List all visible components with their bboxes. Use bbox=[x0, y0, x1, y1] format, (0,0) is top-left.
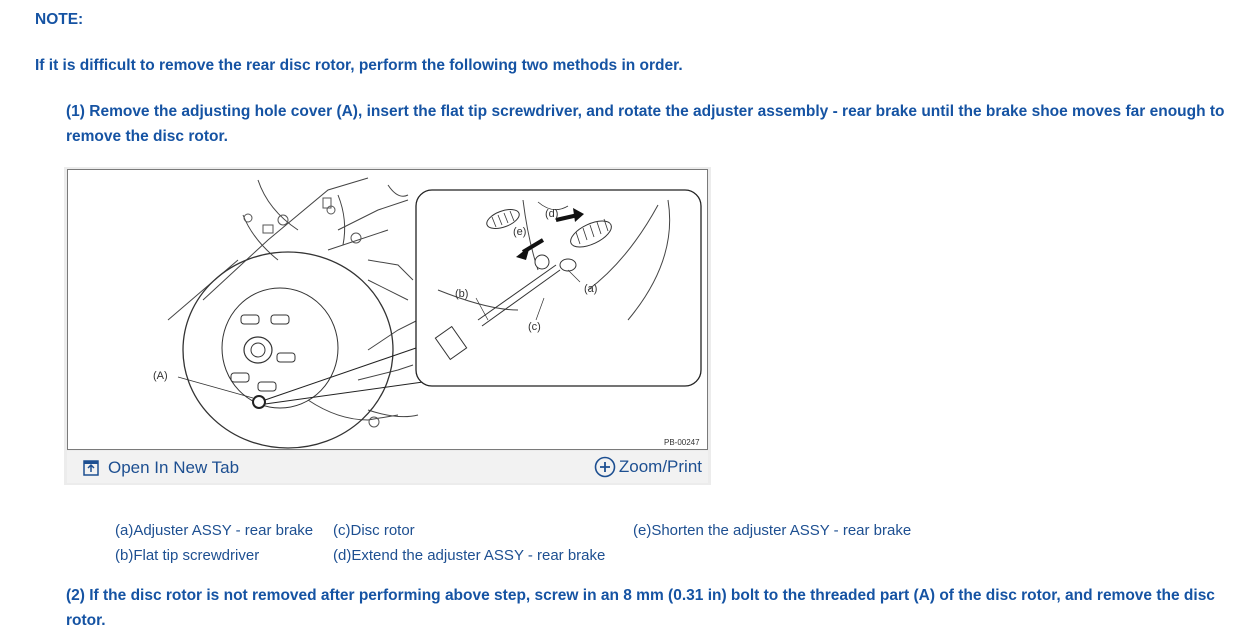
step-2: (2) If the disc rotor is not removed after performing above step, screw in an 8 mm (0.31 in) bolt to the threaded part (A) of the disc rotor, and remove the disc rotor. bbox=[66, 587, 1215, 629]
label-b: (b) bbox=[455, 288, 469, 300]
brake-diagram bbox=[68, 170, 707, 449]
figure-toolbar bbox=[67, 451, 708, 483]
open-new-tab-label: Open In New Tab bbox=[108, 458, 240, 477]
figure-code: PB-00247 bbox=[664, 438, 700, 447]
zoom-print-link[interactable] bbox=[594, 456, 702, 478]
open-new-tab-link[interactable] bbox=[83, 458, 239, 478]
legend-item-e: (e)Shorten the adjuster ASSY - rear brake bbox=[633, 522, 912, 539]
intro-paragraph: If it is difficult to remove the rear disc rotor, perform the following two methods in order. bbox=[35, 57, 683, 74]
note-title: NOTE: bbox=[35, 11, 84, 28]
label-c: (c) bbox=[528, 321, 541, 333]
label-d: (d) bbox=[545, 208, 559, 220]
legend-item-c: (c)Disc rotor bbox=[333, 522, 415, 539]
zoom-plus-icon bbox=[594, 456, 616, 478]
step-1: (1) Remove the adjusting hole cover (A), insert the flat tip screwdriver, and rotate the adjuster assembly - rear brake until the brake shoe moves far enough to remove the disc rotor. bbox=[66, 103, 1225, 145]
legend-item-a: (a)Adjuster ASSY - rear brake bbox=[115, 522, 314, 539]
label-a: (a) bbox=[584, 283, 598, 295]
zoom-print-label: Zoom/Print bbox=[618, 457, 702, 476]
label-e: (e) bbox=[513, 226, 527, 238]
brake-illustration[interactable] bbox=[67, 169, 708, 450]
open-new-tab-icon bbox=[83, 460, 99, 476]
legend-item-b: (b)Flat tip screwdriver bbox=[115, 547, 260, 564]
label-A: (A) bbox=[153, 370, 168, 382]
legend-item-d: (d)Extend the adjuster ASSY - rear brake bbox=[333, 547, 606, 564]
figure-container bbox=[64, 167, 711, 485]
